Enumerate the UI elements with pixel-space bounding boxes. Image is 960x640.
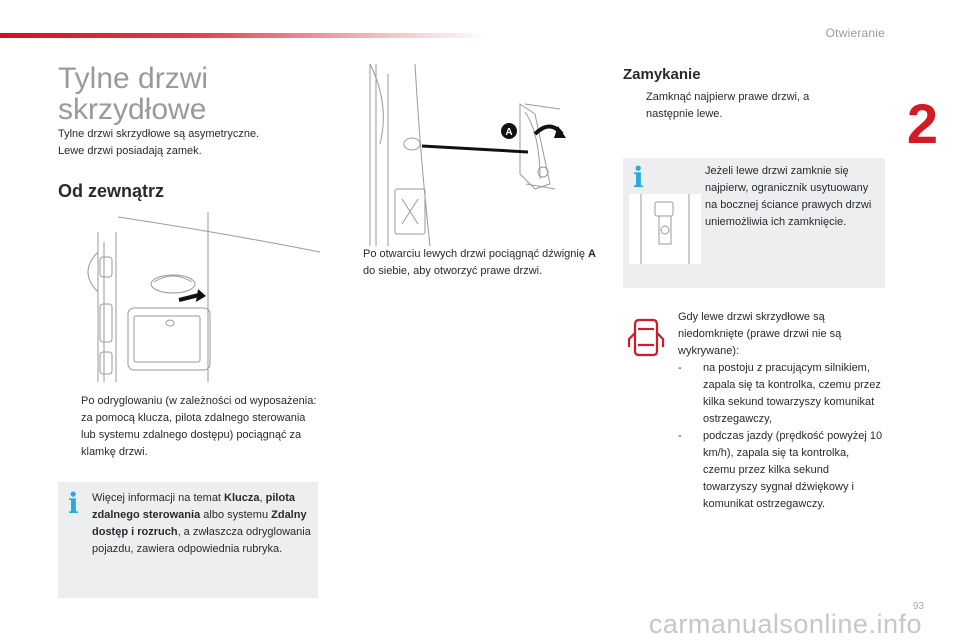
closing-step-text: Zamknąć najpierw prawe drzwi, a następnie lewe. bbox=[646, 91, 810, 120]
info-icon: i bbox=[633, 161, 644, 194]
door-stop-thumbnail bbox=[629, 194, 701, 264]
list-dash: - bbox=[678, 362, 682, 374]
intro-line2: Lewe drzwi posiadają zamek. bbox=[58, 145, 202, 157]
info-box-closing bbox=[623, 158, 885, 288]
closing-step bbox=[623, 89, 838, 123]
info-text-part: , bbox=[259, 492, 266, 504]
warning-item bbox=[678, 360, 883, 428]
warning-item bbox=[678, 428, 883, 513]
info-icon: i bbox=[68, 487, 79, 520]
outside-step-text: Po odryglowaniu (w zależności od wyposażenia: za pomocą klucza, pilota zdalnego sterowania lub systemu zdalnego dostępu) pociągnąć za klamkę drzwi. bbox=[81, 395, 317, 458]
watermark: carmanualsonline.info bbox=[648, 609, 922, 639]
info-box-closing-text: Jeżeli lewe drzwi zamknie się najpierw, ogranicznik usytuowany na bocznej ściance prawych drzwi uniemożliwia ich zamknięcie. bbox=[705, 165, 872, 228]
warning-intro: Gdy lewe drzwi skrzydłowe są niedomknięte (prawe drzwi nie są wykrywane): bbox=[678, 311, 842, 357]
info-text-part: albo systemu bbox=[200, 509, 272, 521]
page-title-line1: Tylne drzwi bbox=[58, 62, 209, 95]
left-door-step-text bbox=[340, 246, 598, 280]
section-label: Otwieranie bbox=[825, 26, 885, 40]
page-title-line2: skrzydłowe bbox=[58, 93, 207, 126]
info-text-part: , a zwłaszcza odryglowania pojazdu, zawiera odpowiednia rubryka. bbox=[92, 526, 311, 555]
intro-text bbox=[58, 126, 318, 160]
warning-text bbox=[678, 309, 883, 513]
outside-step bbox=[58, 393, 320, 461]
header-accent-bar bbox=[0, 33, 490, 38]
left-door-step bbox=[340, 246, 598, 280]
door-open-warning-icon bbox=[627, 317, 665, 357]
lever-a-illustration bbox=[340, 64, 600, 246]
door-handle-illustration bbox=[58, 212, 320, 382]
step-text-part: do siebie, aby otworzyć prawe drzwi. bbox=[363, 265, 543, 277]
page-number: 93 bbox=[912, 601, 924, 612]
callout-label-a: A bbox=[505, 127, 513, 138]
info-text-part: Więcej informacji na temat bbox=[92, 492, 225, 504]
lever-label: A bbox=[588, 248, 596, 260]
intro-line1: Tylne drzwi skrzydłowe są asymetryczne. bbox=[58, 128, 260, 140]
chapter-number: 2 bbox=[906, 92, 938, 155]
step-text-part: Po otwarciu lewych drzwi pociągnąć dźwignię bbox=[363, 248, 588, 260]
page-title bbox=[58, 63, 328, 125]
list-dash: - bbox=[678, 430, 682, 442]
info-box-more bbox=[58, 482, 318, 598]
heading-closing: Zamykanie bbox=[623, 66, 701, 83]
info-link-keyless: Zdalny dostęp i rozruch bbox=[92, 509, 307, 538]
info-link-key: Klucza bbox=[224, 492, 260, 504]
info-link-remote: pilota zdalnego sterowania bbox=[92, 492, 295, 521]
warning-item-text: podczas jazdy (prędkość powyżej 10 km/h), zapala się ta kontrolka, czemu przez kilka sekund towarzyszy sygnał dźwiękowy i komunikat ostrzegawczy. bbox=[703, 430, 883, 510]
info-box-more-text bbox=[92, 490, 314, 558]
warning-item-text: na postoju z pracującym silnikiem, zapala się ta kontrolka, czemu przez kilka sekund towarzyszy komunikat ostrzegawczy, bbox=[703, 362, 881, 425]
heading-outside: Od zewnątrz bbox=[58, 181, 165, 201]
